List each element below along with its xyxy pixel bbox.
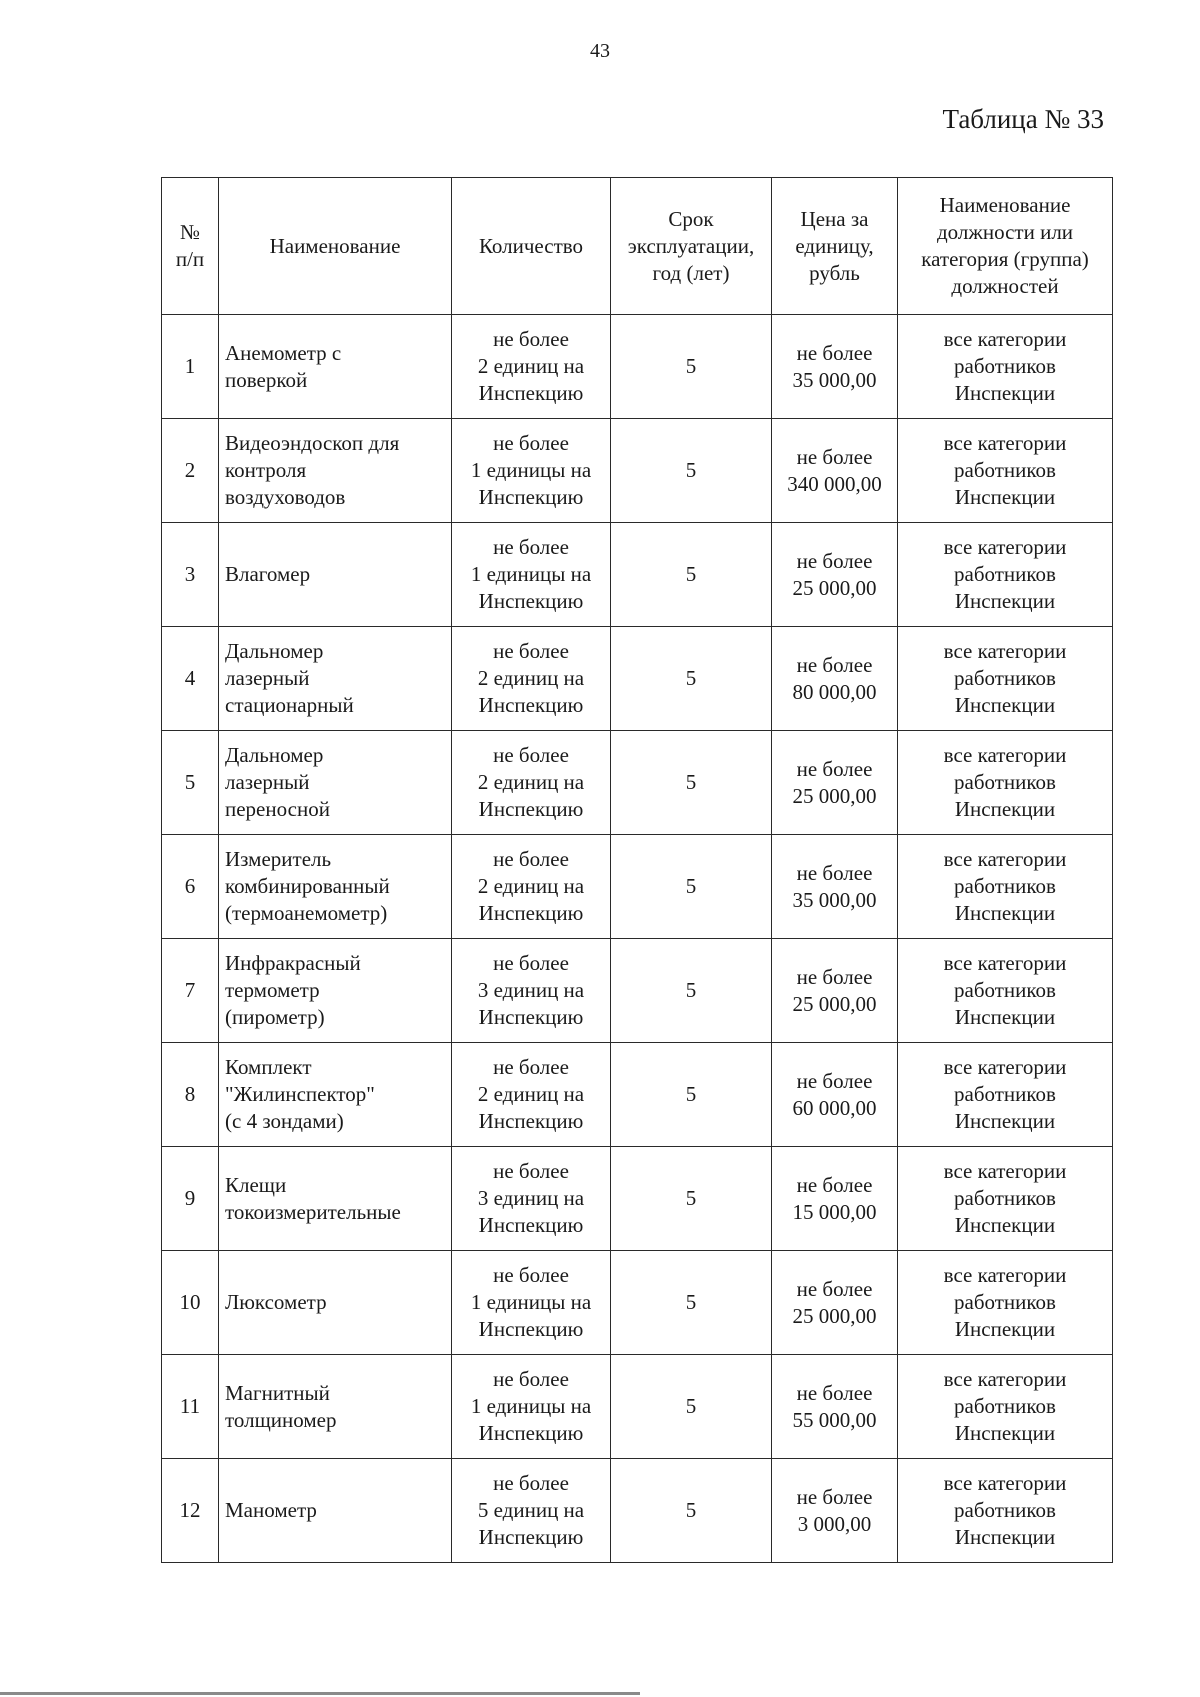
cell-name: Манометр — [219, 1459, 452, 1563]
cell-num: 8 — [162, 1043, 219, 1147]
cell-price: не более 3 000,00 — [772, 1459, 898, 1563]
cell-term: 5 — [611, 1251, 772, 1355]
cell-position: все категории работников Инспекции — [898, 731, 1113, 835]
cell-quantity: не более 2 единиц на Инспекцию — [452, 731, 611, 835]
cell-num: 10 — [162, 1251, 219, 1355]
cell-name: Люксометр — [219, 1251, 452, 1355]
table-body — [162, 315, 1113, 1563]
cell-quantity: не более 2 единиц на Инспекцию — [452, 835, 611, 939]
cell-position: все категории работников Инспекции — [898, 1459, 1113, 1563]
table-row — [162, 1043, 1113, 1147]
cell-quantity: не более 1 единицы на Инспекцию — [452, 1251, 611, 1355]
cell-position: все категории работников Инспекции — [898, 315, 1113, 419]
table-header-row — [162, 178, 1113, 315]
cell-name: Клещи токоизмерительные — [219, 1147, 452, 1251]
cell-name: Влагомер — [219, 523, 452, 627]
cell-quantity: не более 2 единиц на Инспекцию — [452, 1043, 611, 1147]
cell-num: 6 — [162, 835, 219, 939]
cell-price: не более 25 000,00 — [772, 1251, 898, 1355]
header-quantity: Количество — [452, 178, 611, 315]
cell-quantity: не более 1 единицы на Инспекцию — [452, 419, 611, 523]
cell-term: 5 — [611, 835, 772, 939]
cell-name: Магнитный толщиномер — [219, 1355, 452, 1459]
cell-name: Видеоэндоскоп для контроля воздуховодов — [219, 419, 452, 523]
cell-price: не более 25 000,00 — [772, 523, 898, 627]
table-row — [162, 1459, 1113, 1563]
cell-num: 9 — [162, 1147, 219, 1251]
equipment-table — [161, 177, 1113, 1563]
cell-name: Измеритель комбинированный (термоанемометр) — [219, 835, 452, 939]
cell-quantity: не более 5 единиц на Инспекцию — [452, 1459, 611, 1563]
cell-position: все категории работников Инспекции — [898, 627, 1113, 731]
cell-quantity: не более 1 единицы на Инспекцию — [452, 523, 611, 627]
cell-name: Дальномер лазерный стационарный — [219, 627, 452, 731]
cell-quantity: не более 3 единиц на Инспекцию — [452, 939, 611, 1043]
cell-position: все категории работников Инспекции — [898, 523, 1113, 627]
scan-edge-line — [0, 1692, 640, 1695]
cell-position: все категории работников Инспекции — [898, 1147, 1113, 1251]
cell-position: все категории работников Инспекции — [898, 1043, 1113, 1147]
cell-num: 2 — [162, 419, 219, 523]
cell-num: 12 — [162, 1459, 219, 1563]
cell-term: 5 — [611, 1043, 772, 1147]
cell-quantity: не более 2 единиц на Инспекцию — [452, 627, 611, 731]
table-row — [162, 1147, 1113, 1251]
header-position: Наименование должности или категория (группа) должностей — [898, 178, 1113, 315]
cell-position: все категории работников Инспекции — [898, 1355, 1113, 1459]
cell-term: 5 — [611, 731, 772, 835]
table-row — [162, 419, 1113, 523]
cell-price: не более 35 000,00 — [772, 315, 898, 419]
cell-quantity: не более 1 единицы на Инспекцию — [452, 1355, 611, 1459]
cell-term: 5 — [611, 419, 772, 523]
cell-num: 4 — [162, 627, 219, 731]
cell-num: 11 — [162, 1355, 219, 1459]
cell-term: 5 — [611, 1147, 772, 1251]
table-row — [162, 731, 1113, 835]
cell-price: не более 25 000,00 — [772, 939, 898, 1043]
table-row — [162, 1251, 1113, 1355]
cell-name: Дальномер лазерный переносной — [219, 731, 452, 835]
cell-price: не более 80 000,00 — [772, 627, 898, 731]
cell-price: не более 60 000,00 — [772, 1043, 898, 1147]
cell-position: все категории работников Инспекции — [898, 1251, 1113, 1355]
page-number: 43 — [590, 40, 610, 62]
cell-name: Комплект "Жилинспектор" (с 4 зондами) — [219, 1043, 452, 1147]
cell-position: все категории работников Инспекции — [898, 939, 1113, 1043]
header-num: № п/п — [162, 178, 219, 315]
header-price: Цена за единицу, рубль — [772, 178, 898, 315]
table-row — [162, 1355, 1113, 1459]
cell-num: 1 — [162, 315, 219, 419]
cell-term: 5 — [611, 627, 772, 731]
cell-position: все категории работников Инспекции — [898, 835, 1113, 939]
cell-term: 5 — [611, 939, 772, 1043]
cell-term: 5 — [611, 1459, 772, 1563]
table-row — [162, 939, 1113, 1043]
table-row — [162, 627, 1113, 731]
cell-price: не более 340 000,00 — [772, 419, 898, 523]
cell-quantity: не более 2 единиц на Инспекцию — [452, 315, 611, 419]
cell-num: 3 — [162, 523, 219, 627]
cell-name: Инфракрасный термометр (пирометр) — [219, 939, 452, 1043]
header-term: Срок эксплуатации, год (лет) — [611, 178, 772, 315]
cell-quantity: не более 3 единиц на Инспекцию — [452, 1147, 611, 1251]
cell-price: не более 35 000,00 — [772, 835, 898, 939]
cell-price: не более 25 000,00 — [772, 731, 898, 835]
table-row — [162, 523, 1113, 627]
cell-term: 5 — [611, 1355, 772, 1459]
cell-name: Анемометр с поверкой — [219, 315, 452, 419]
cell-num: 5 — [162, 731, 219, 835]
header-name: Наименование — [219, 178, 452, 315]
cell-term: 5 — [611, 315, 772, 419]
table-row — [162, 315, 1113, 419]
cell-term: 5 — [611, 523, 772, 627]
table-caption: Таблица № 33 — [942, 104, 1104, 134]
cell-price: не более 15 000,00 — [772, 1147, 898, 1251]
table-row — [162, 835, 1113, 939]
cell-position: все категории работников Инспекции — [898, 419, 1113, 523]
cell-num: 7 — [162, 939, 219, 1043]
cell-price: не более 55 000,00 — [772, 1355, 898, 1459]
